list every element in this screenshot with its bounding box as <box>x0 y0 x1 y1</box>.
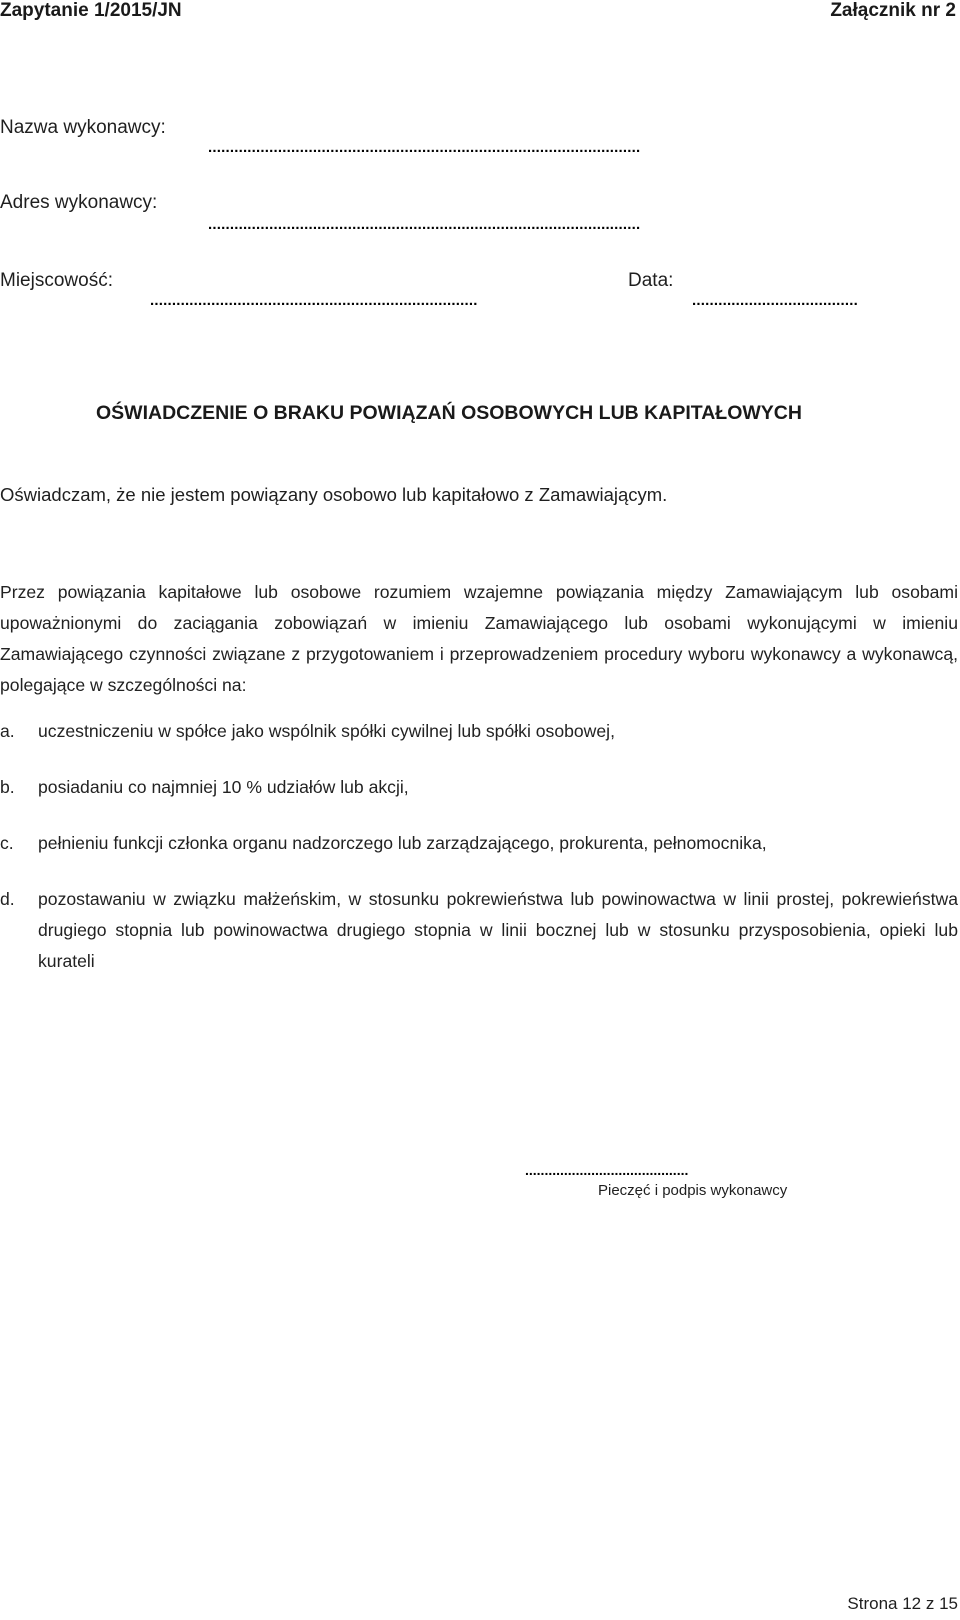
definition-paragraph: Przez powiązania kapitałowe lub osobowe rozumiem wzajemne powiązania między Zamawiającym lub osobami upoważnionymi do zaciągania zobowiązań w imieniu Zamawiającego lub osobami wykonującymi w imieniu Zamawiającego czynności związane z przygotowaniem i przeprowadzeniem procedury wyboru wykonawcy a wykonawcą, polegające w szczególności na: <box>0 582 958 695</box>
list-marker: b. <box>0 777 15 797</box>
contractor-name-label: Nazwa wykonawcy: <box>0 117 166 138</box>
list-item-text: posiadaniu co najmniej 10 % udziałów lub akcji, <box>38 777 409 797</box>
list-marker: c. <box>0 833 14 853</box>
list-item <box>0 772 958 803</box>
list-item <box>0 828 958 859</box>
list-marker: a. <box>0 721 15 741</box>
date-field[interactable]: ...................................... <box>692 292 858 309</box>
city-label: Miejscowość: <box>0 270 113 291</box>
list-item <box>0 884 958 977</box>
relationship-list <box>0 716 958 977</box>
list-item-text: uczestniczeniu w spółce jako wspólnik spółki cywilnej lub spółki osobowej, <box>38 721 615 741</box>
page-number: Strona 12 z 15 <box>847 1594 958 1613</box>
contractor-name-field[interactable]: ................................................................................................... <box>208 139 641 156</box>
city-field[interactable]: ........................................................................... <box>150 292 478 309</box>
contractor-address-label: Adres wykonawcy: <box>0 192 158 213</box>
list-item-text: pełnieniu funkcji członka organu nadzorczego lub zarządzającego, prokurenta, pełnomocnika, <box>38 833 767 853</box>
declaration-statement: Oświadczam, że nie jestem powiązany osobowo lub kapitałowo z Zamawiającym. <box>0 484 668 505</box>
list-item <box>0 716 958 747</box>
signature-label: Pieczęć i podpis wykonawcy <box>598 1182 788 1199</box>
list-item-text: pozostawaniu w związku małżeńskim, w stosunku pokrewieństwa lub powinowactwa w linii prostej, pokrewieństwa drugiego stopnia lub powinowactwa drugiego stopnia w linii bocznej lub w stosunku przysposobienia, opieki lub kurateli <box>38 889 958 971</box>
signature-field[interactable]: .......................................... <box>525 1162 689 1178</box>
document-reference: Zapytanie 1/2015/JN <box>0 0 182 21</box>
list-marker: d. <box>0 889 15 909</box>
attachment-number: Załącznik nr 2 <box>830 0 956 21</box>
document-title: OŚWIADCZENIE O BRAKU POWIĄZAŃ OSOBOWYCH LUB KAPITAŁOWYCH <box>96 402 802 424</box>
contractor-address-field[interactable]: ................................................................................................... <box>208 216 641 233</box>
date-label: Data: <box>628 270 674 291</box>
